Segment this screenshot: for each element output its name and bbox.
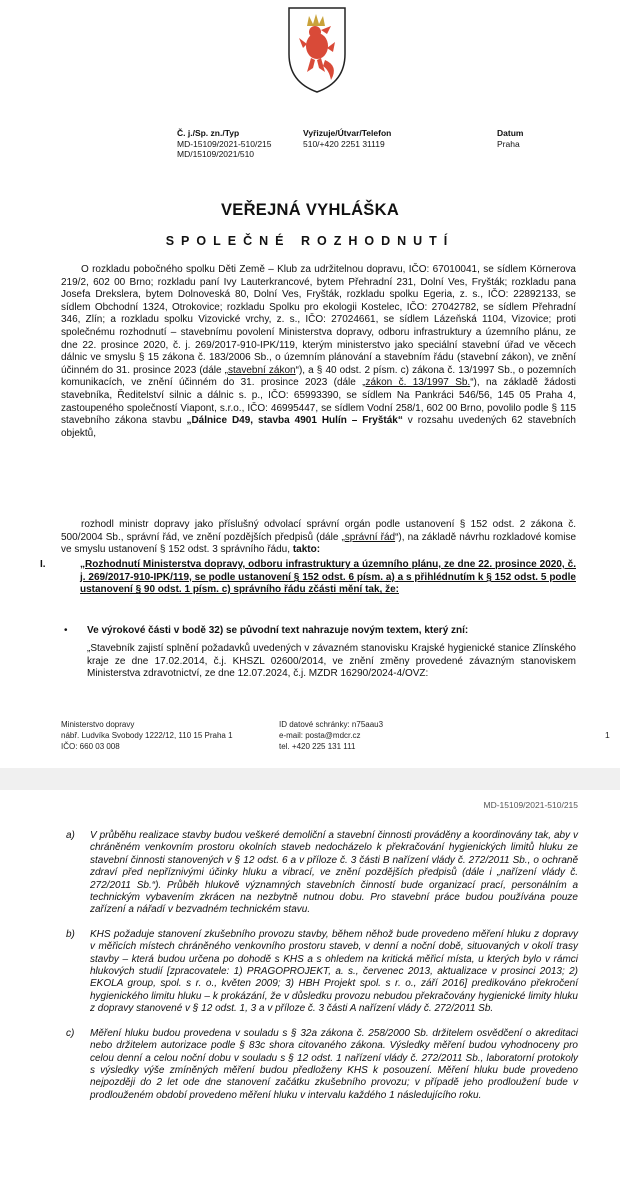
list-item (66, 929, 578, 1016)
intro-text-3: “), na základě žádosti stavebníka, Ředitelství silnic a dálnic s. p., IČO: 65993390, se sídlem Na Pankráci 546/56, 145 05 Praha 4, zastoupeného společností Viapont, s.r.o., IČO: 46995447, se sídlem Vodní 258/1, 602 00 Brno, povolilo podle § 115 stavebního zákona stavbu (61, 377, 576, 427)
intro-paragraph (61, 264, 576, 440)
decision-text: „Rozhodnutí Ministerstva dopravy, odboru infrastruktury a územního plánu, ze dne 22. prosince 2020, č. j. 269/2017-910-IPK/119, se podle ustanovení § 152 odst. 6 písm. a) a s přihlédnutím k § 152 odst. 5 podle ustanovení § 90 odst. 1 písm. c) správního řádu zčásti mění tak, že: (80, 559, 576, 596)
law-reference-roads: zákon č. 13/1997 Sb. (365, 377, 471, 389)
footer-office: Ministerstvo dopravy (61, 720, 135, 729)
document-title: VEŘEJNÁ VYHLÁŠKA (220, 201, 400, 219)
decision-numeral: I. (40, 559, 46, 570)
quoted-requirement: „Stavebník zajistí splnění požadavků uvedených v závazném stanovisku Krajské hygienické stanice Zlínského kraje ze dne 17.02.2014, č.j. KHSZL 02600/2014, ve znění změny provedené závazným stanoviskem Ministerstva zdravotnictví, ze dne 12.07.2024, č.j. MZDR 16290/2024-4/OVZ: (87, 643, 576, 680)
list-item (66, 1028, 578, 1102)
contact-label: Vyřizuje/Útvar/Telefon (303, 128, 392, 138)
item-label: a) (66, 830, 75, 841)
law-reference-building: stavební zákon (228, 364, 296, 376)
project-name: „Dálnice D49, stavba 4901 Hulín – Fryšták“ (186, 415, 403, 427)
requirements-list (66, 830, 578, 1114)
footer-ico: IČO: 660 03 008 (61, 742, 120, 751)
footer-street: nábř. Ludvíka Svobody 1222/12, 110 15 Praha 1 (61, 731, 233, 740)
list-item (66, 830, 578, 917)
ruling-text-2: “), na základě návrhu rozkladové komise ve smyslu ustanovení § 152 odst. 3 správního řádu, (61, 531, 577, 556)
page-separator (0, 768, 620, 790)
state-emblem-icon (285, 4, 349, 94)
bullet-icon: • (64, 625, 68, 636)
intro-text-1: O rozkladu pobočného spolku Děti Země – Klub za udržitelnou dopravu, IČO: 67010041, se sídlem Körnerova 219/2, 602 00 Brno; rozkladu paní Ivy Lauterkrancové, bytem Přehradní 231, Dolní Ves, Fryšták; rozkladu pana Josefa Drekslera, bytem Dolnoveská 80, Dolní Ves, Fryšták, rozkladu spolku Egeria, z. s., IČO: 22892133, se sídlem Obchodní 1324, Otrokovice; rozkladu Spolku pro ekologii Kostelec, IČO: 27042782, se sídlem Přehradní 346, Zlín; a rozkladu spolku Vizovické vrchy, z. s., IČO: 27024661, se sídlem Lázeňská 1104, Vizovice; proti společnému rozhodnutí – stavebnímu povolení Ministerstva dopravy, odboru infrastruktury a územního plánu, ze dne 22. prosince 2020, č. j. 269/2017-910-IPK/119, kterým ministerstvo jako speciální stavební úřad ve věcech dálnic ve smyslu § 15 zákona č. 183/2006 Sb., o územním plánování a stavebním řádu (stavební zákon), ve znění účinném do 31. prosince 2023 (dále „ (61, 264, 576, 376)
date-value: Praha (497, 138, 520, 149)
page2-reference: MD-15109/2021-510/215 (483, 800, 578, 810)
page-number: 1 (605, 730, 610, 740)
footer-email: e-mail: posta@mdcr.cz (279, 731, 361, 740)
item-label: b) (66, 928, 75, 940)
ruling-paragraph (61, 519, 576, 557)
contact-value: 510/+420 2251 31119 (303, 138, 385, 149)
footer-contact (279, 719, 383, 752)
contact-block (303, 128, 391, 149)
date-label: Datum (497, 128, 524, 138)
reference-block (177, 128, 272, 160)
footer-address (61, 719, 233, 752)
document-subtitle: SPOLEČNÉ ROZHODNUTÍ (165, 234, 455, 248)
reference-label: Č. j./Sp. zn./Typ (177, 128, 240, 138)
intro-text-4: v rozsahu uvedených 62 stavebních objektů, (61, 415, 576, 439)
law-reference-administrative: správní řád (344, 531, 396, 543)
item-text: V průběhu realizace stavby budou veškeré demoliční a stavební činnosti prováděny a koordinovány tak, aby v chráněném venkovním prostoru okolních staveb nedocházelo k překračování hygienických limitů hluku ze stavební činnosti stanovených v § 12 odst. 6 a v příloze č. 3 části B nařízení vlády č. 272/2011 Sb., o ochraně zdraví před nepříznivými účinky hluku a vibrací, ve znění pozdějších předpisů (dále i „nařízení vlády č. 272/2011 Sb.“). Průběh hlukově významných stavebních činností bude organizací prací, personálním a technickým vybavením zkrácen na nezbytně nutnou dobu. Pro stavební práce budou používána pouze zařízení a nářadí v bezvadném technickém stavu. (90, 830, 578, 916)
date-block (497, 128, 523, 149)
bullet-text: Ve výrokové části v bodě 32) se původní text nahrazuje novým textem, který zní: (87, 625, 469, 636)
footer-phone: tel. +420 225 131 111 (279, 742, 356, 751)
intro-text-2: “), a § 40 odst. 2 písm. c) zákona č. 13/1997 Sb., o pozemních komunikacích, ve znění účinném do 31. prosince 2023 (dále „ (61, 364, 577, 389)
item-text: KHS požaduje stanovení zkušebního provozu stavby, během něhož bude provedeno měření hluku z dopravy v měřicích místech chráněného venkovního prostoru staveb, v denní a noční době, situovaných v okolí trasy stavby – která budou určena po dohodě s KHS a s ohledem na kritická měřicí místa, u kterých bylo v rámci hlukových studií [zpracovatele: 1) PRAGOPROJEKT, a. s., červenec 2013, aktualizace v prosinci 2013; 2) EKOLA group, spol. s r. o., květen 2009; 3) HBH Projekt spol. s r. o., září 2016] predikováno překročení hygienického limitu hluku – k prokázání, že v důsledku provozu nebudou překračovány hygienické limity hluku z dopravy stanovené v § 12 odst. 1, 3 a v příloze č. 3 části A nařízení vlády č. 272/2011 Sb. (90, 928, 578, 1015)
reference-value: MD-15109/2021-510/215 (177, 138, 272, 149)
ruling-keyword: takto: (292, 544, 321, 556)
item-text: Měření hluku budou provedena v souladu s § 32a zákona č. 258/2000 Sb. držitelem osvědčení o akreditaci nebo držitelem autorizace podle § 83c shora citovaného zákona. Výsledky měření budou vyhodnoceny pro celou denní a celou noční dobu v souladu s § 12 odst. 1 nařízení vlády č. 272/2011 Sb., laboratorní protokoly s výsledky výše zmíněných měření budou předloženy KHS k posouzení. Měření hluku bude provedeno nejpozději do 2 let ode dne stanovení začátku zkušebního provozu; v případě jeho prodloužení bude v prodlouženém období provedeno měření hluku v intervalu každého 1 následujícího roku. (90, 1027, 578, 1101)
item-label: c) (66, 1027, 75, 1039)
file-number: MD/15109/2021/510 (177, 149, 255, 159)
ruling-text-1: rozhodl ministr dopravy jako příslušný odvolací správní orgán podle ustanovení § 152 odst. 2 zákona č. 500/2004 Sb., správní řád, ve znění pozdějších předpisů (dále „ (61, 519, 576, 543)
footer-databox: ID datové schránky: n75aau3 (279, 720, 384, 729)
